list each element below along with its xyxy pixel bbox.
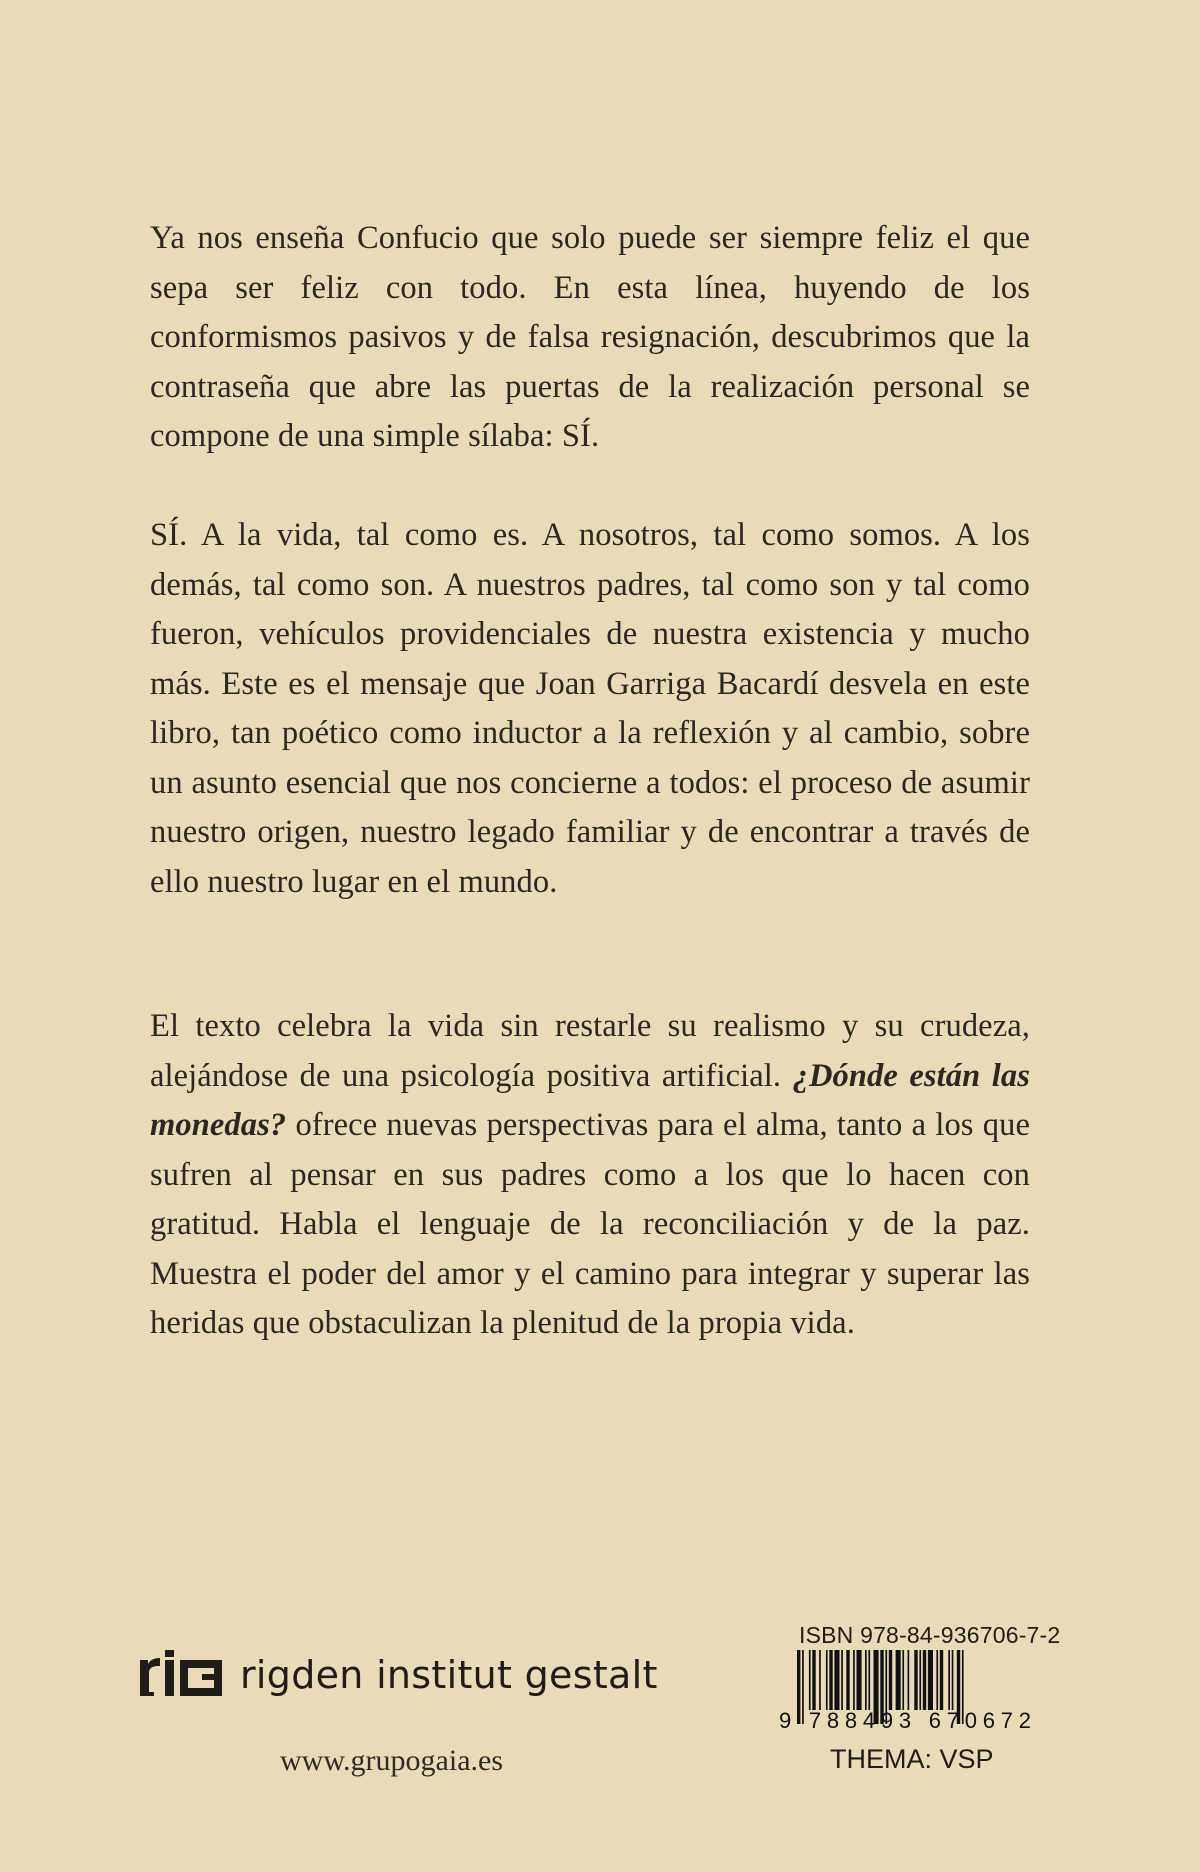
paragraph-1-text: Ya nos enseña Confucio que solo puede ser siempre feliz el que sepa ser feliz con todo. En esta línea, huyendo de los conformismos pasivos y de falsa resignación, descubrimos que la contraseña que abre las puertas de la realización personal se compone de una simple sílaba: SÍ. [150, 220, 1030, 454]
publisher-name: rigden institut gestalt [240, 1653, 658, 1697]
barcode-bar [940, 1650, 943, 1710]
barcode-bar [948, 1650, 950, 1710]
barcode-bar [902, 1650, 904, 1710]
paragraph-2-text: SÍ. A la vida, tal como es. A nosotros, tal como somos. A los demás, tal como son. A nuestros padres, tal como son y tal como fueron, vehículos providenciales de nuestra existencia y mucho más. Este es el mensaje que Joan Garriga Bacardí desvela en este libro, tan poético como inductor a la reflexión y al cambio, sobre un asunto esencial que nos concierne a todos: el proceso de asumir nuestro origen, nuestro legado familiar y de encontrar a través de ello nuestro lugar en el mundo. [150, 517, 1030, 900]
barcode-bar [928, 1650, 933, 1710]
barcode-bar [841, 1650, 843, 1710]
closing-paragraph [150, 1002, 1030, 1349]
barcode-bar [809, 1650, 811, 1710]
barcode-bar [962, 1650, 964, 1724]
barcode-bar [853, 1650, 855, 1710]
intro-paragraph [150, 214, 1030, 462]
barcode-bar [865, 1650, 867, 1710]
thema-code: THEMA: VSP [830, 1744, 994, 1774]
paragraph-3 [150, 1002, 1030, 1349]
barcode-bar [896, 1650, 901, 1710]
barcode-bar [812, 1650, 815, 1710]
barcode-bar [914, 1650, 917, 1710]
barcode-digits: 9 788493 670672 [779, 1708, 1031, 1730]
paragraph-3-end: ofrece nuevas perspectivas para el alma, tanto a los que sufren al pensar en sus padres como a los que lo hacen con gratitud. Habla el lenguaje de la reconciliación y de la paz. Muestra el poder del amor y el camino para integrar y superar las heridas que obstaculizan la plenitud de la propia vida. [150, 1107, 1030, 1341]
barcode-bar [868, 1650, 870, 1710]
barcode-bar [889, 1650, 892, 1710]
barcode-bar [829, 1650, 832, 1710]
barcode-bar [826, 1650, 828, 1710]
barcode-bar [919, 1650, 921, 1710]
barcode-bar [923, 1650, 926, 1710]
website-url: www.grupogaia.es [280, 1744, 503, 1777]
rig-logo-icon [136, 1646, 228, 1704]
barcode-bar [834, 1650, 839, 1710]
paragraph-3-start: El texto celebra la vida sin restarle su realismo y su crudeza, alejándose de una psicología positiva artificial. [150, 1008, 1030, 1094]
isbn-label: ISBN 978-84-936706-7-2 [799, 1622, 1061, 1648]
book-title-italic: ¿Dónde están las monedas? [150, 1057, 1030, 1143]
barcode-bar [908, 1650, 910, 1710]
barcode-bar [857, 1650, 862, 1710]
message-paragraph [150, 511, 1030, 907]
barcode-icon [777, 1650, 1037, 1730]
barcode [777, 1650, 1037, 1730]
publisher-block [136, 1645, 658, 1705]
barcode-bar [819, 1650, 821, 1710]
barcode-bar [846, 1650, 849, 1710]
barcode-bar [936, 1650, 938, 1710]
barcode-bar [952, 1650, 954, 1710]
